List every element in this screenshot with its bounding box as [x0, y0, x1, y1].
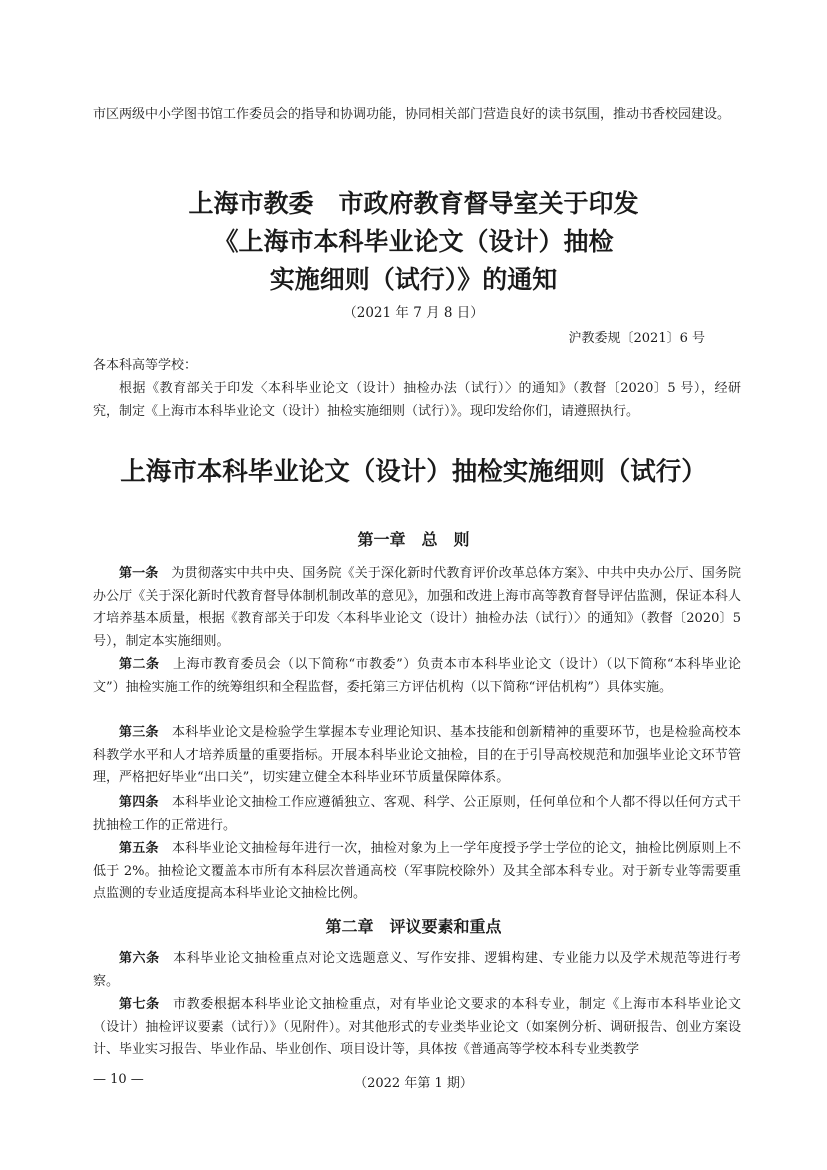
- article-label: 第一条: [119, 566, 159, 581]
- article-text: 本科毕业论文是检验学生掌握本专业理论知识、基本技能和创新精神的重要环节，也是检验高校本科教学水平和人才培养质量的重要指标。开展本科毕业论文抽检，目的在于引导高校规范和加强毕业论文环节管理，严格把好毕业“出口关”，切实建立健全本科毕业环节质量保障体系。: [93, 725, 741, 786]
- notice-title-line-3: 实施细则（试行）》的通知: [269, 265, 558, 294]
- article-label: 第七条: [119, 997, 160, 1012]
- article-text: 本科毕业论文抽检工作应遵循独立、客观、科学、公正原则，任何单位和个人都不得以任何方式干扰抽检工作的正常进行。: [93, 795, 741, 833]
- article-1: [93, 563, 741, 653]
- chapter-2-heading: 第二章 评议要素和重点: [325, 917, 502, 936]
- recipient-line: 各本科高等学校：: [93, 358, 198, 373]
- article-label: 第六条: [119, 951, 160, 966]
- article-4: [93, 792, 741, 837]
- article-text: 市教委根据本科毕业论文抽检重点，对有毕业论文要求的本科专业，制定《上海市本科毕业论文（设计）抽检评议要素（试行）》（见附件）。对其他形式的专业类毕业论文（如案例分析、调研报告、创业方案设计、毕业实习报告、毕业作品、毕业创作、项目设计等，具体按《普通高等学校本科专业类教学: [93, 997, 741, 1058]
- article-text: 本科毕业论文抽检重点对论文选题意义、写作安排、逻辑构建、专业能力以及学术规范等进行考察。: [93, 951, 741, 989]
- article-2: [93, 654, 741, 699]
- issue-label: （2022 年第 1 期）: [354, 1076, 473, 1091]
- document-number: 沪教委规〔2021〕6 号: [568, 331, 705, 346]
- article-7: [93, 994, 741, 1062]
- article-label: 第五条: [119, 841, 159, 856]
- article-label: 第二条: [119, 657, 160, 672]
- page-number: — 10 —: [93, 1072, 144, 1087]
- regulation-title: 上海市本科毕业论文（设计）抽检实施细则（试行）: [120, 457, 707, 487]
- article-6: [93, 948, 741, 993]
- notice-title-line-1: 上海市教委 市政府教育督导室关于印发: [188, 189, 639, 218]
- article-label: 第四条: [119, 795, 159, 810]
- article-3: [93, 722, 741, 790]
- notice-body: 根据《教育部关于印发〈本科毕业论文（设计）抽检办法（试行）〉的通知》（教督〔2020〕5 号），经研究，制定《上海市本科毕业论文（设计）抽检实施细则（试行）》。现印发给你们，请遵照执行。: [93, 381, 741, 419]
- article-text: 本科毕业论文抽检每年进行一次，抽检对象为上一学年度授予学士学位的论文，抽检比例原则上不低于 2%。抽检论文覆盖本市所有本科层次普通高校（军事院校除外）及其全部本科专业。对于新专业等需要重点监测的专业适度提高本科毕业论文抽检比例。: [93, 841, 741, 902]
- article-text: 上海市教育委员会（以下简称“市教委”）负责本市本科毕业论文（设计）（以下简称“本科毕业论文”）抽检实施工作的统筹组织和全程监督，委托第三方评估机构（以下简称“评估机构”）具体实施。: [93, 657, 741, 695]
- intro-paragraph: 市区两级中小学图书馆工作委员会的指导和协调功能，协同相关部门营造良好的读书氛围，推动书香校园建设。: [93, 107, 731, 122]
- notice-date: （2021 年 7 月 8 日）: [343, 305, 484, 321]
- article-label: 第三条: [119, 725, 159, 740]
- notice-title-line-2: 《上海市本科毕业论文（设计）抽检: [213, 227, 614, 256]
- article-5: [93, 838, 741, 906]
- chapter-1-heading: 第一章 总 则: [357, 530, 470, 549]
- article-text: 为贯彻落实中共中央、国务院《关于深化新时代教育评价改革总体方案》、中共中央办公厅、国务院办公厅《关于深化新时代教育督导体制机制改革的意见》，加强和改进上海市高等教育督导评估监测，保证本科人才培养基本质量，根据《教育部关于印发〈本科毕业论文（设计）抽检办法（试行）〉的通知》（教督〔2020〕5 号），制定本实施细则。: [93, 566, 741, 649]
